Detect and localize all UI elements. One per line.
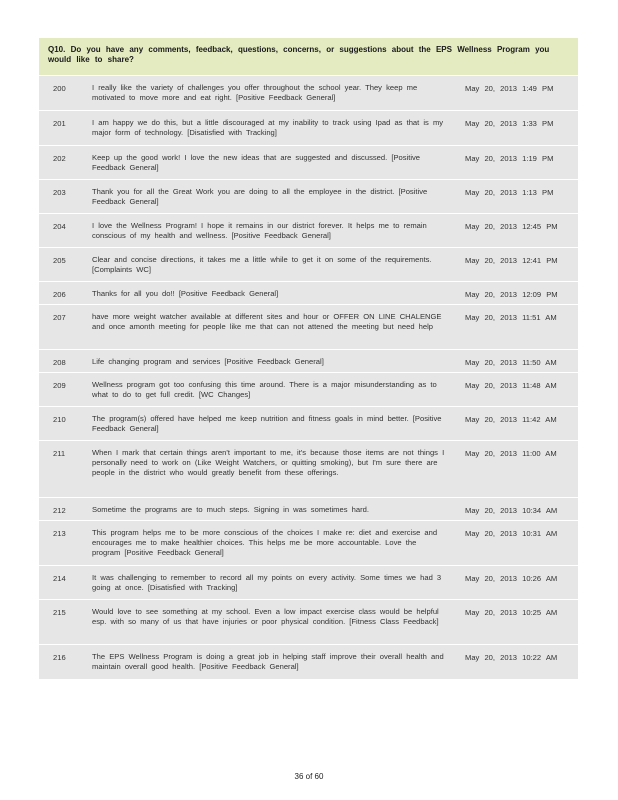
response-text: Sometime the programs are to much steps. Signing in was sometimes hard. — [92, 505, 369, 514]
response-number: 207 — [53, 313, 66, 322]
response-text: When I mark that certain things aren't important to me, it's because those items are not things I personally need to work on (Like Weight Watchers, or quitting smoking), but I'm sure there are people in the district who would greatly benefit from these offerings. — [92, 448, 445, 477]
response-date: May 20, 2013 10:22 AM — [465, 653, 558, 662]
response-date: May 20, 2013 1:49 PM — [465, 84, 554, 93]
table-row — [39, 599, 578, 644]
table-row — [39, 179, 578, 213]
table-row — [39, 213, 578, 247]
response-date: May 20, 2013 12:41 PM — [465, 256, 558, 265]
response-date: May 20, 2013 11:00 AM — [465, 449, 557, 458]
response-text: Wellness program got too confusing this time around. There is a major misunderstanding as to what to do to get full credit. [WC Changes] — [92, 380, 437, 399]
response-date: May 20, 2013 11:42 AM — [465, 415, 557, 424]
response-date: May 20, 2013 11:50 AM — [465, 358, 557, 367]
question-header: Q10. Do you have any comments, feedback, questions, concerns, or suggestions about the EPS Wellness Program you would like to share? — [39, 38, 578, 75]
table-row — [39, 281, 578, 304]
response-number: 209 — [53, 381, 66, 390]
response-number: 208 — [53, 358, 66, 367]
response-date: May 20, 2013 10:25 AM — [465, 608, 558, 617]
response-number: 215 — [53, 608, 66, 617]
response-date: May 20, 2013 10:34 AM — [465, 506, 558, 515]
response-number: 206 — [53, 290, 66, 299]
response-text: This program helps me to be more conscious of the choices I make re: diet and exercise and encourages me to make healthier choices. This helps me be more accountable. Love the program [Positive Feedback General] — [92, 528, 438, 557]
response-number: 205 — [53, 256, 66, 265]
response-text: The program(s) offered have helped me keep nutrition and fitness goals in mind better. [Positive Feedback General] — [92, 414, 442, 433]
table-row — [39, 145, 578, 179]
response-date: May 20, 2013 12:45 PM — [465, 222, 558, 231]
response-number: 211 — [53, 449, 66, 458]
response-number: 214 — [53, 574, 66, 583]
table-row — [39, 110, 578, 145]
table-row — [39, 440, 578, 497]
response-number: 204 — [53, 222, 66, 231]
response-text: Clear and concise directions, it takes me a little while to get it on some of the requirements. [Complaints WC] — [92, 255, 432, 274]
response-text: I really like the variety of challenges you offer throughout the school year. They keep me motivated to move more and eat right. [Positive Feedback General] — [92, 83, 418, 102]
response-number: 202 — [53, 154, 66, 163]
response-text: have more weight watcher available at different sites and hour or OFFER ON LINE CHALENGE and once amonth meeting for people like me that can not attened the meeting but need help — [92, 312, 442, 331]
page-number: 36 of 60 — [294, 772, 324, 781]
response-date: May 20, 2013 1:13 PM — [465, 188, 554, 197]
response-text: Thanks for all you do!! [Positive Feedback General] — [92, 289, 279, 298]
response-date: May 20, 2013 1:19 PM — [465, 154, 554, 163]
response-text: It was challenging to remember to record all my points on every activity. Some times we had 3 going at once. [Disatisfied with Tracking] — [92, 573, 442, 592]
table-row — [39, 520, 578, 565]
response-number: 210 — [53, 415, 66, 424]
response-text: Would love to see something at my school. Even a low impact exercise class would be helpful esp. with so many of us that have injuries or poor physical condition. [Fitness Class Feedback] — [92, 607, 439, 626]
response-number: 201 — [53, 119, 66, 128]
response-number: 212 — [53, 506, 66, 515]
response-date: May 20, 2013 12:09 PM — [465, 290, 558, 299]
responses-table — [39, 38, 578, 679]
response-text: Thank you for all the Great Work you are doing to all the employee in the district. [Positive Feedback General] — [92, 187, 428, 206]
table-row — [39, 565, 578, 599]
response-text: I am happy we do this, but a little discouraged at my inability to track using Ipad as that is my major form of technology. [Disatisfied with Tracking] — [92, 118, 444, 137]
table-row — [39, 406, 578, 440]
response-date: May 20, 2013 1:33 PM — [465, 119, 554, 128]
response-text: The EPS Wellness Program is doing a great job in helping staff improve their overall health and maintain overall good health. [Positive Feedback General] — [92, 652, 444, 671]
response-date: May 20, 2013 10:31 AM — [465, 529, 558, 538]
response-text: Keep up the good work! I love the new ideas that are suggested and discussed. [Positive Feedback General] — [92, 153, 421, 172]
response-text: Life changing program and services [Positive Feedback General] — [92, 357, 324, 366]
table-row — [39, 644, 578, 679]
response-number: 213 — [53, 529, 66, 538]
table-row — [39, 372, 578, 406]
table-row — [39, 247, 578, 281]
response-date: May 20, 2013 10:26 AM — [465, 574, 558, 583]
table-row — [39, 349, 578, 372]
table-row — [39, 304, 578, 349]
table-row — [39, 75, 578, 110]
table-row — [39, 497, 578, 520]
response-text: I love the Wellness Program! I hope it remains in our district forever. It helps me to remain conscious of my health and wellness. [Positive Feedback General] — [92, 221, 427, 240]
response-date: May 20, 2013 11:51 AM — [465, 313, 557, 322]
response-number: 216 — [53, 653, 66, 662]
response-date: May 20, 2013 11:48 AM — [465, 381, 557, 390]
response-number: 200 — [53, 84, 66, 93]
response-number: 203 — [53, 188, 66, 197]
